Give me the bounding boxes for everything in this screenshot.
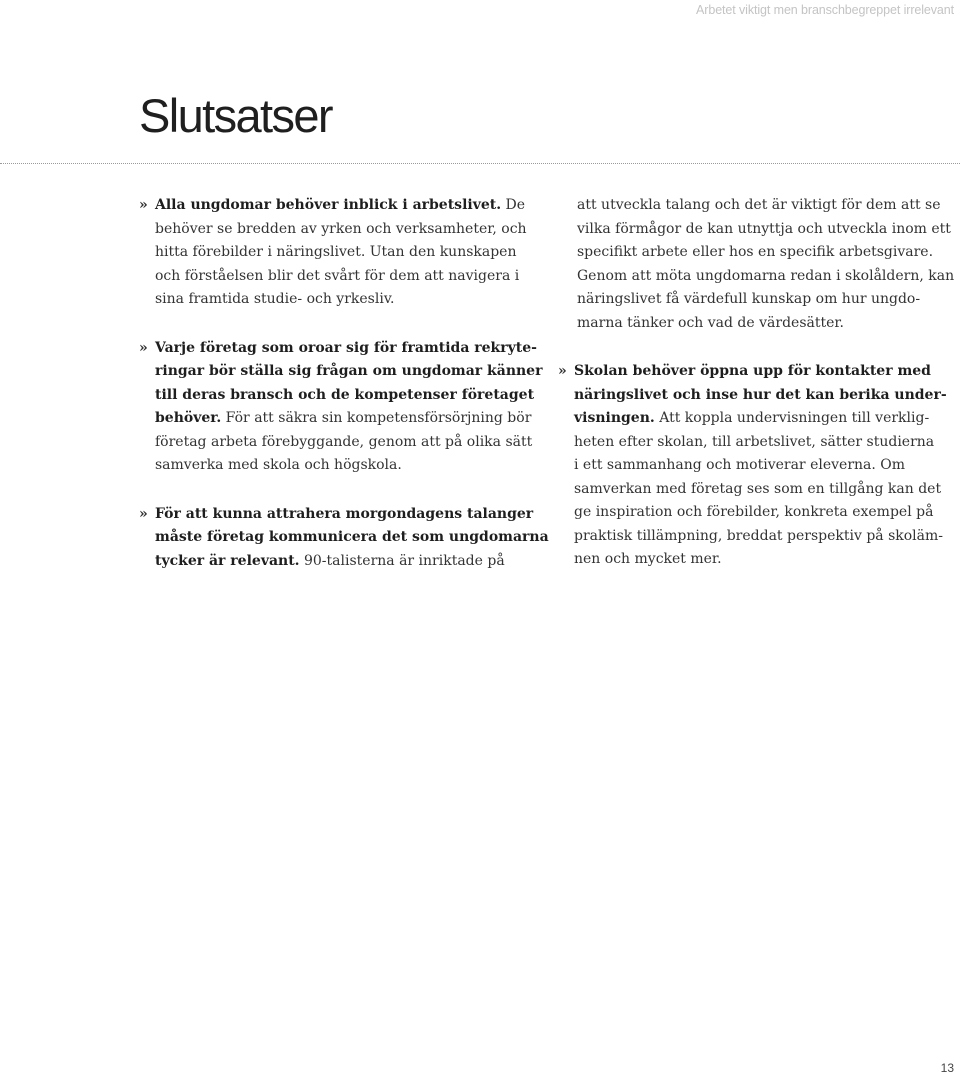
bullet-marker: » (139, 339, 148, 356)
text-line (155, 218, 539, 242)
body-text: att utveckla talang och det är viktigt för dem att se (577, 197, 941, 213)
text-line (574, 548, 958, 572)
text-line (155, 288, 539, 312)
body-text: vilka förmågor de kan utnyttja och utveckla inom ett (577, 220, 951, 237)
bullet-marker: » (139, 505, 148, 522)
text-line (574, 431, 958, 455)
conclusion-paragraph (139, 194, 539, 312)
text-line (155, 526, 549, 550)
running-header: Arbetet viktigt men branschbegreppet irrelevant (696, 3, 954, 17)
lead-statement: behöver. (155, 410, 222, 426)
body-text: heten efter skolan, till arbetslivet, sätter studierna (574, 433, 935, 450)
text-line (155, 265, 539, 289)
body-text: praktisk tillämpning, breddat perspektiv på skoläm- (574, 527, 944, 544)
body-text: företag arbeta förebyggande, genom att på olika sätt (155, 433, 533, 450)
body-text: De (501, 197, 526, 213)
body-text: hitta förebilder i näringslivet. Utan den kunskapen (155, 244, 517, 260)
body-text: specifikt arbete eller hos en specifik arbetsgivare. (577, 244, 934, 260)
text-line (155, 431, 539, 455)
body-text: samverka med skola och högskola. (155, 457, 402, 473)
body-text: 90-talisterna är inriktade på (299, 552, 505, 569)
bullet-marker: » (139, 197, 148, 213)
body-text: marna tänker och vad de värdesätter. (577, 314, 844, 331)
text-line (574, 525, 958, 549)
text-line (577, 312, 958, 336)
body-text: För att säkra sin kompetensförsörjning bör (221, 410, 532, 426)
text-line (574, 454, 958, 478)
lead-statement: För att kunna attrahera morgondagens talanger (155, 505, 534, 522)
text-line (155, 384, 539, 408)
text-line (155, 454, 539, 478)
text-line (155, 241, 539, 265)
text-line (577, 241, 958, 265)
text-line (577, 218, 958, 242)
body-text: sina framtida studie- och yrkesliv. (155, 291, 395, 307)
lead-statement: Varje företag som oroar sig för framtida rekryte- (155, 339, 537, 356)
lead-statement: näringslivet och inse hur det kan berika under- (574, 386, 947, 403)
lead-statement: Skolan behöver öppna upp för kontakter med (574, 363, 931, 379)
page-number: 13 (940, 1061, 954, 1075)
text-line (155, 194, 539, 218)
continued-paragraph (558, 194, 958, 335)
body-text: ge inspiration och förebilder, konkreta exempel på (574, 504, 934, 520)
lead-statement: Alla ungdomar behöver inblick i arbetslivet. (155, 197, 502, 213)
page-title: Slutsatser (139, 89, 332, 142)
text-line (574, 360, 958, 384)
left-column (139, 194, 549, 598)
text-line (574, 384, 958, 408)
right-column (558, 194, 958, 597)
text-line (577, 194, 958, 218)
text-line (577, 288, 958, 312)
lead-statement: ringar bör ställa sig frågan om ungdomar känner (155, 363, 543, 379)
text-line (155, 550, 539, 574)
lead-statement: till deras bransch och de kompetenser företaget (155, 386, 535, 403)
text-line (574, 407, 958, 431)
body-text: samverkan med företag ses som en tillgång kan det (574, 480, 942, 497)
body-text: och förståelsen blir det svårt för dem att navigera i (155, 267, 520, 284)
text-line (577, 265, 958, 289)
body-text: näringslivet få värdefull kunskap om hur ungdo- (577, 291, 921, 307)
lead-statement: visningen. (574, 410, 655, 426)
text-line (155, 407, 539, 431)
text-line (155, 360, 543, 384)
bullet-marker: » (558, 363, 567, 379)
text-line (574, 478, 958, 502)
body-text: behöver se bredden av yrken och verksamheter, och (155, 220, 527, 237)
lead-statement: måste företag kommunicera det som ungdomarna (155, 529, 549, 545)
text-line (155, 337, 539, 361)
conclusion-paragraph (558, 360, 958, 572)
conclusion-paragraph (139, 337, 543, 478)
body-text: i ett sammanhang och motiverar eleverna. Om (574, 457, 906, 473)
body-text: Att koppla undervisningen till verklig- (654, 410, 930, 426)
body-text: nen och mycket mer. (574, 551, 722, 567)
text-line (574, 501, 958, 525)
lead-statement: tycker är relevant. (155, 552, 300, 569)
body-text: Genom att möta ungdomarna redan i skolåldern, kan (577, 267, 955, 284)
conclusion-paragraph (139, 503, 549, 574)
text-line (155, 503, 539, 527)
dotted-divider (0, 163, 960, 164)
